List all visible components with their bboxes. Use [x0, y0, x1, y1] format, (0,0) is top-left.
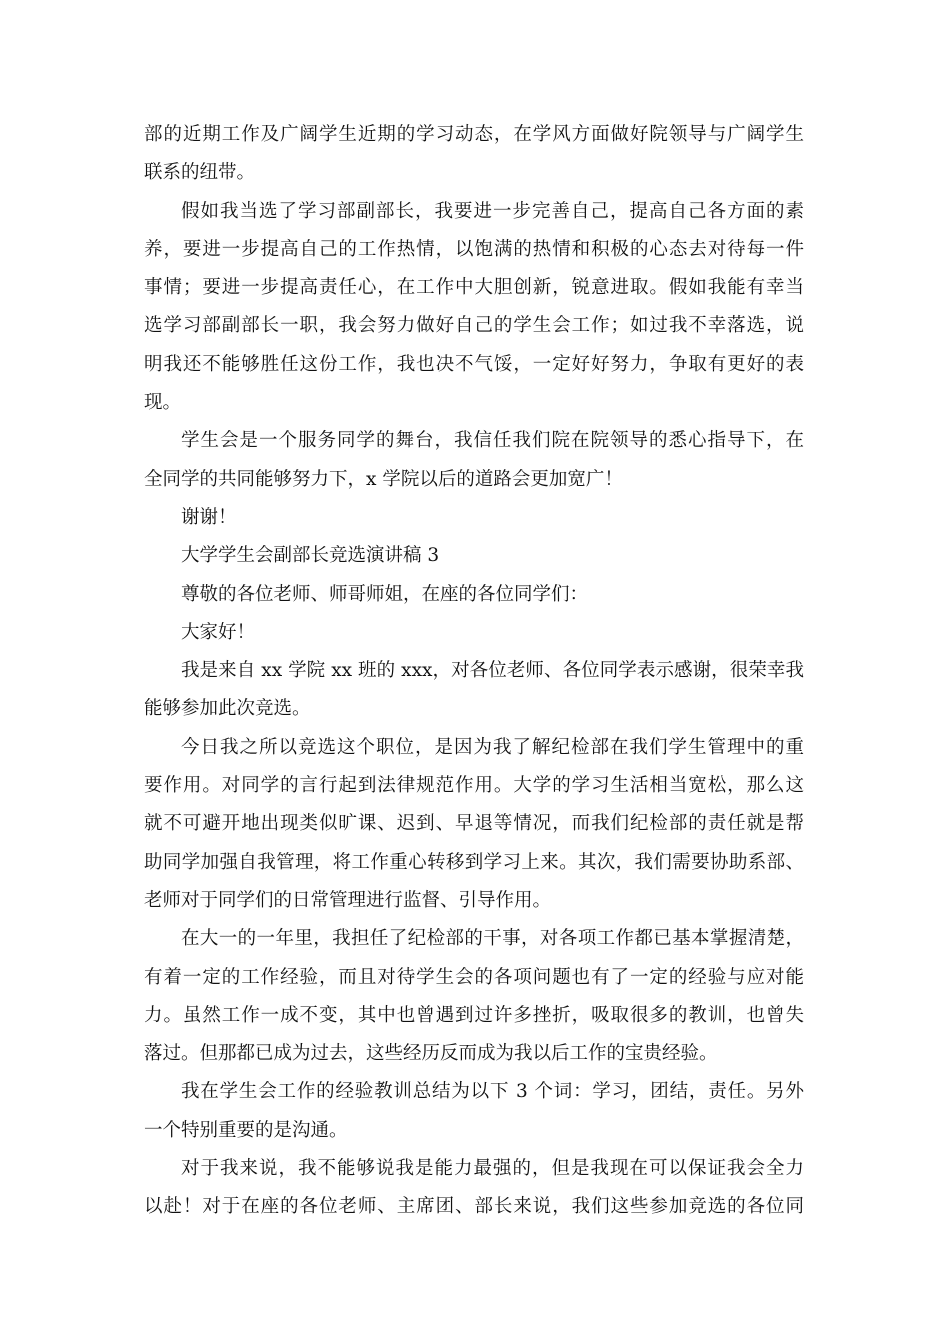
text-line: 落过。但那都已成为过去，这些经历反而成为我以后工作的宝贵经验。 — [144, 1043, 718, 1065]
text-line: 部的近期工作及广阔学生近期的学习动态，在学风方面做好院领导与广阔学生 — [144, 124, 804, 145]
text-line: 大家好！ — [181, 621, 256, 643]
text-line: 事情；要进一步提高责任心，在工作中大胆创新，锐意进取。假如我能有幸当 — [144, 277, 804, 299]
text-line: 我在学生会工作的经验教训总结为以下 3 个词：学习，团结，责任。另外 — [181, 1081, 804, 1103]
text-line: 一个特别重要的是沟通。 — [144, 1119, 348, 1141]
text-line: 选学习部副部长一职，我会努力做好自己的学生会工作；如过我不幸落选，说 — [144, 315, 804, 337]
text-line: 假如我当选了学习部副部长，我要进一步完善自己，提高自己各方面的素 — [181, 200, 804, 222]
text-line: 联系的纽带。 — [144, 162, 256, 184]
text-line: 助同学加强自我管理，将工作重心转移到学习上来。其次，我们需要协助系部、 — [144, 851, 804, 873]
text-line: 明我还不能够胜任这份工作，我也决不气馁，一定好好努力，争取有更好的表 — [144, 353, 804, 375]
text-line: 就不可避开地出现类似旷课、迟到、早退等情况，而我们纪检部的责任就是帮 — [144, 813, 804, 835]
text-line: 对于我来说，我不能够说我是能力最强的，但是我现在可以保证我会全力 — [181, 1158, 804, 1180]
text-line: 能够参加此次竞选。 — [144, 698, 311, 720]
text-line: 全同学的共同能够努力下，x 学院以后的道路会更加宽广！ — [144, 468, 623, 490]
text-line: 养，要进一步提高自己的工作热情，以饱满的热情和积极的心态去对待每一件 — [144, 238, 804, 260]
text-line: 我是来自 xx 学院 xx 班的 xxx，对各位老师、各位同学表示感谢，很荣幸我 — [181, 660, 804, 682]
text-line: 要作用。对同学的言行起到法律规范作用。大学的学习生活相当宽松，那么这 — [144, 775, 804, 797]
text-line: 在大一的一年里，我担任了纪检部的干事，对各项工作都已基本掌握清楚， — [181, 928, 804, 950]
text-line: 大学学生会副部长竞选演讲稿 3 — [181, 545, 440, 567]
document-body — [144, 116, 804, 1227]
text-line: 尊敬的各位老师、师哥师姐，在座的各位同学们： — [181, 583, 589, 605]
text-line: 有着一定的工作经验，而且对待学生会的各项问题也有了一定的经验与应对能 — [144, 966, 804, 988]
text-line: 谢谢！ — [181, 506, 237, 528]
text-line: 学生会是一个服务同学的舞台，我信任我们院在院领导的悉心指导下，在 — [181, 430, 804, 452]
text-line: 以赴！对于在座的各位老师、主席团、部长来说，我们这些参加竞选的各位同 — [144, 1196, 804, 1218]
text-line: 力。虽然工作一成不变，其中也曾遇到过许多挫折，吸取很多的教训，也曾失 — [144, 1004, 804, 1026]
text-line: 现。 — [144, 392, 182, 414]
text-line: 老师对于同学们的日常管理进行监督、引导作用。 — [144, 889, 552, 911]
text-line: 今日我之所以竞选这个职位，是因为我了解纪检部在我们学生管理中的重 — [181, 736, 804, 758]
